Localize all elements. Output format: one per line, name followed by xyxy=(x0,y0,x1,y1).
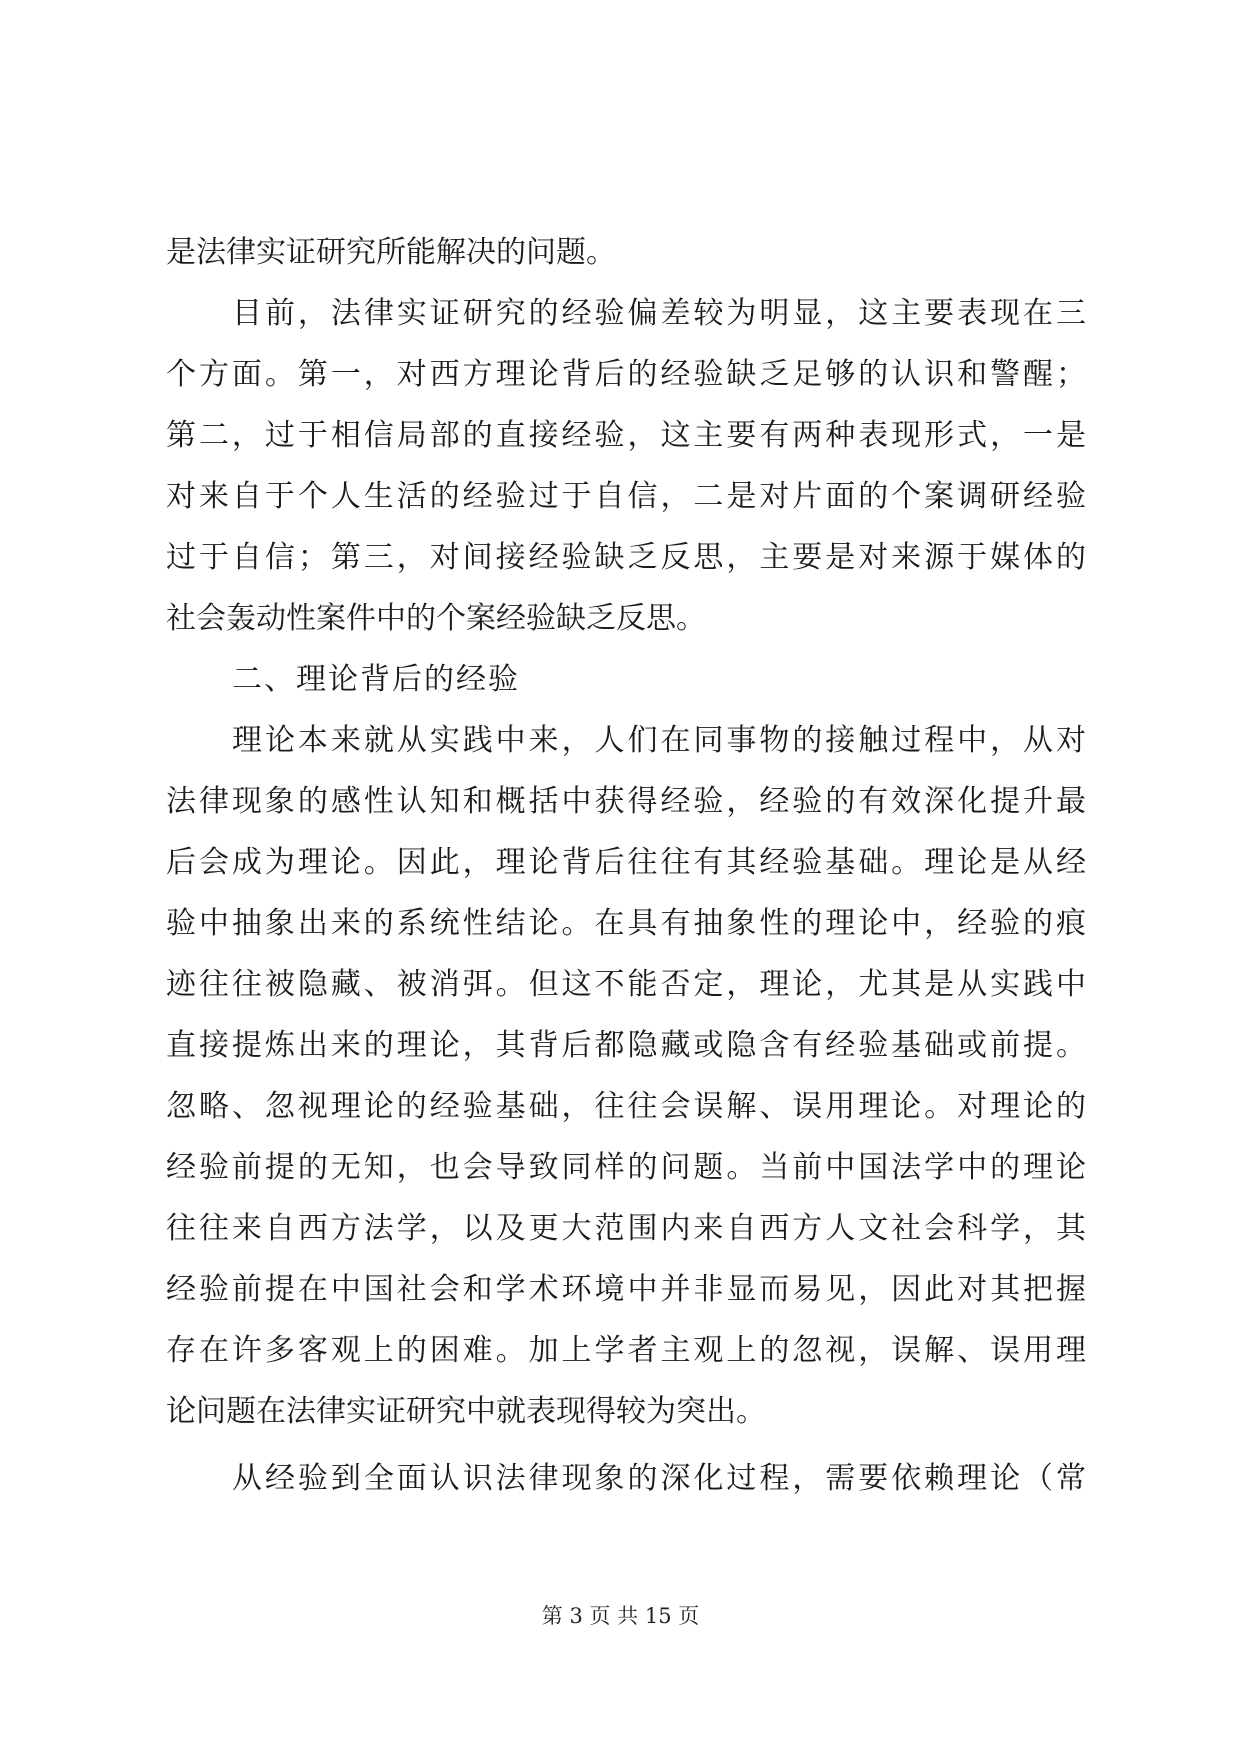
text-line: 对来自于个人生活的经验过于自信，二是对片面的个案调研经验 xyxy=(166,479,1086,514)
text-line: 验中抽象出来的系统性结论。在具有抽象性的理论中，经验的痕 xyxy=(166,906,1086,941)
text-line: 社会轰动性案件中的个案经验缺乏反思。 xyxy=(166,601,706,636)
text-line: 直接提炼出来的理论，其背后都隐藏或隐含有经验基础或前提。 xyxy=(166,1028,1086,1063)
text-line: 过于自信；第三，对间接经验缺乏反思，主要是对来源于媒体的 xyxy=(166,540,1086,575)
section-heading: 二、理论背后的经验 xyxy=(232,662,520,697)
page-footer: 第 3 页 共 15 页 xyxy=(541,1604,700,1628)
text-line: 第二，过于相信局部的直接经验，这主要有两种表现形式，一是 xyxy=(166,418,1086,453)
text-line: 从经验到全面认识法律现象的深化过程，需要依赖理论（常 xyxy=(232,1461,1086,1496)
text-line: 是法律实证研究所能解决的问题。 xyxy=(166,235,616,270)
text-line: 迹往往被隐藏、被消弭。但这不能否定，理论，尤其是从实践中 xyxy=(166,967,1086,1002)
text-line: 论问题在法律实证研究中就表现得较为突出。 xyxy=(166,1394,766,1429)
text-line: 后会成为理论。因此，理论背后往往有其经验基础。理论是从经 xyxy=(166,845,1086,880)
text-line: 理论本来就从实践中来，人们在同事物的接触过程中，从对 xyxy=(232,723,1086,758)
text-line: 经验前提在中国社会和学术环境中并非显而易见，因此对其把握 xyxy=(166,1272,1086,1307)
text-line: 个方面。第一，对西方理论背后的经验缺乏足够的认识和警醒； xyxy=(166,357,1086,392)
text-line: 往往来自西方法学，以及更大范围内来自西方人文社会科学，其 xyxy=(166,1211,1086,1246)
text-line: 经验前提的无知，也会导致同样的问题。当前中国法学中的理论 xyxy=(166,1150,1086,1185)
text-line: 忽略、忽视理论的经验基础，往往会误解、误用理论。对理论的 xyxy=(166,1089,1086,1124)
text-line: 存在许多客观上的困难。加上学者主观上的忽视，误解、误用理 xyxy=(166,1333,1086,1368)
text-line: 法律现象的感性认知和概括中获得经验，经验的有效深化提升最 xyxy=(166,784,1086,819)
text-line: 目前，法律实证研究的经验偏差较为明显，这主要表现在三 xyxy=(232,296,1086,331)
